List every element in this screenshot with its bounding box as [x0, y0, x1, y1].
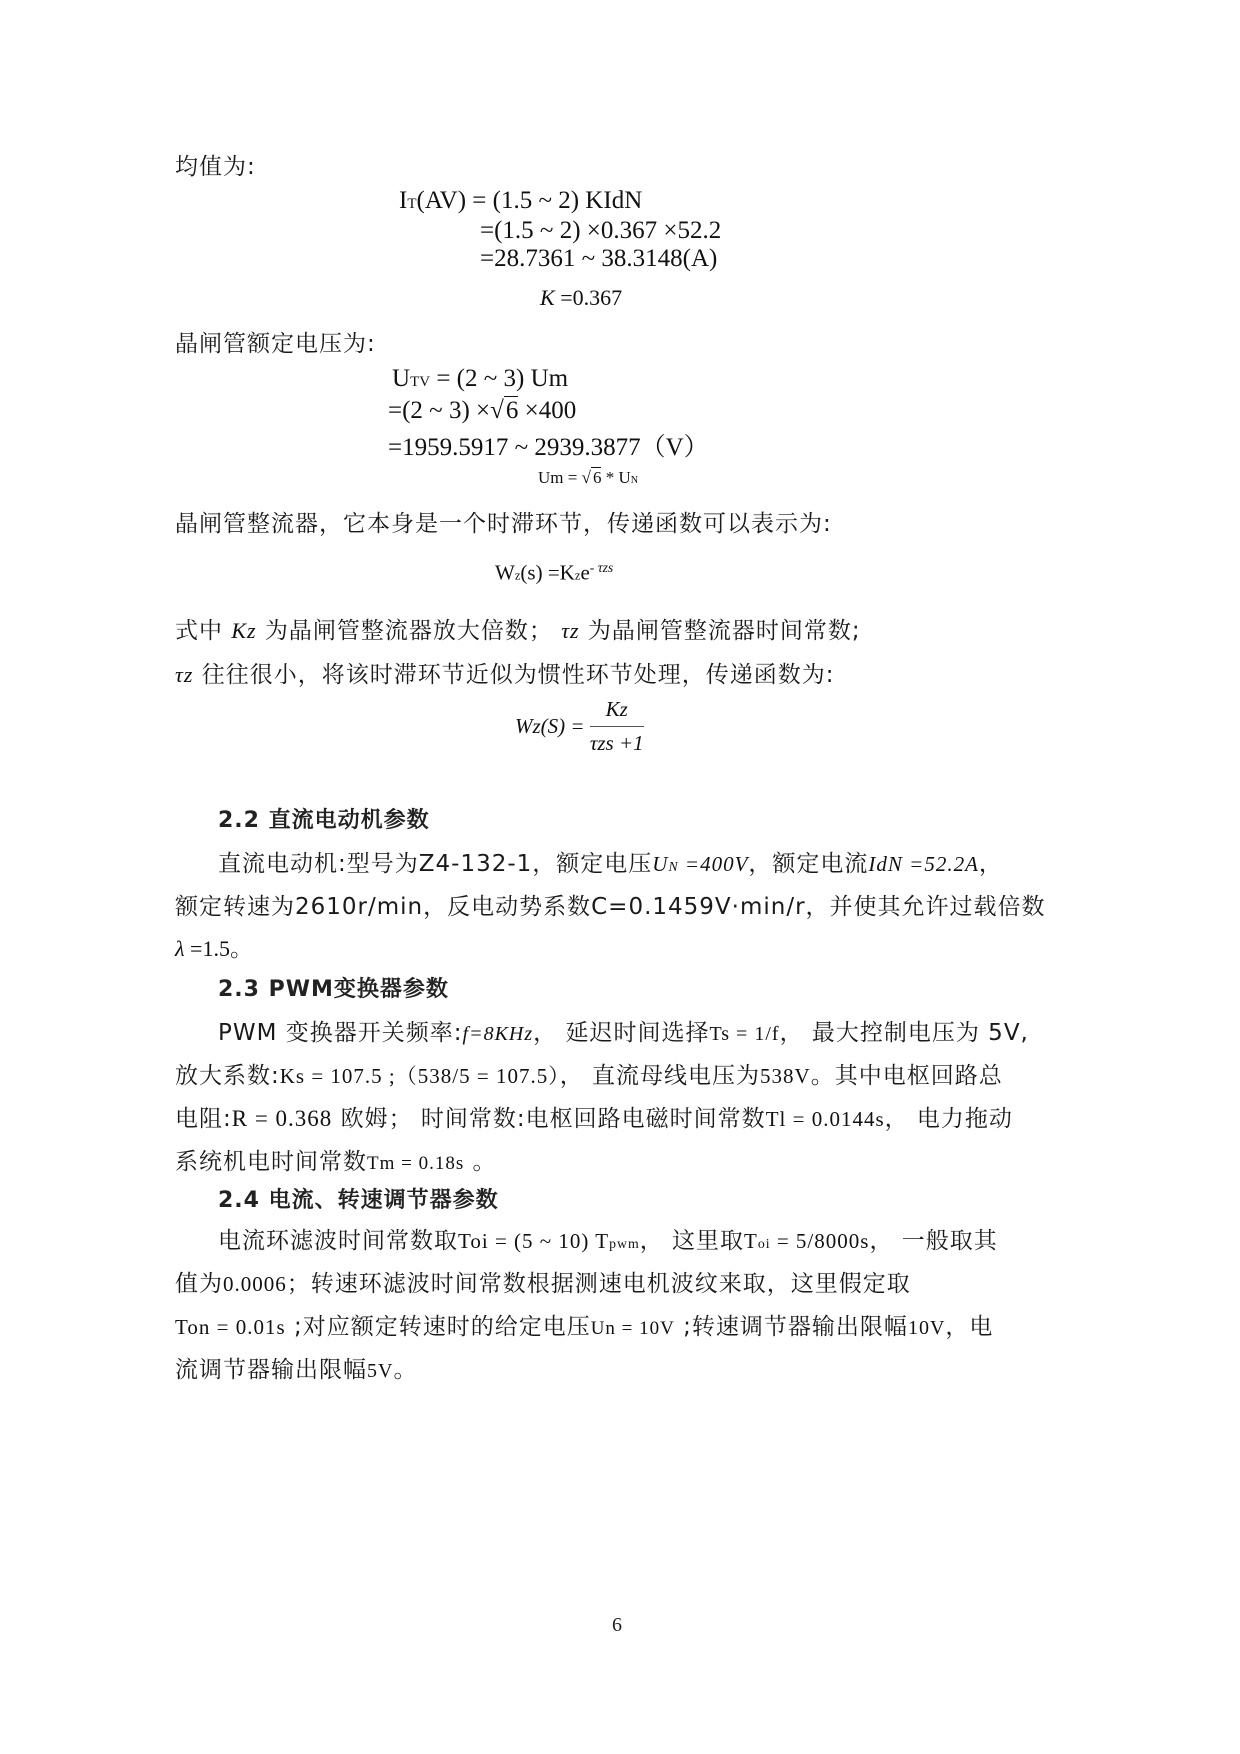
section-2-3-line2: 放大系数:Ks = 107.5 ;（538/5 = 107.5）， 直流母线电压为538V。其中电枢回路总: [175, 1063, 1003, 1089]
section-2-4-line3: Ton = 0.01s ;对应额定转速时的给定电压Un = 10V ;转速调节器输出限幅10V，电: [175, 1314, 994, 1340]
section-2-2-line1: 直流电动机:型号为Z4-132-1，额定电压UN =400V，额定电流IdN =52.2A，: [218, 851, 1003, 877]
section-2-3-line4: 系统机电时间常数Tm = 0.18s 。: [175, 1149, 497, 1175]
section-2-2-line3: λ =1.5。: [175, 936, 254, 962]
description-line2: τz 往往很小，将该时滞环节近似为惯性环节处理，传递函数为:: [175, 662, 835, 688]
section-2-3-line3: 电阻:R = 0.368 欧姆； 时间常数:电枢回路电磁时间常数Tl = 0.0144s， 电力拖动: [175, 1106, 1013, 1132]
section-heading-2-4: 2.4 电流、转速调节器参数: [218, 1188, 499, 1213]
section-2-4-line4: 流调节器输出限幅5V。: [175, 1357, 418, 1383]
equation-wz-inertia: Wz(S) = $\frac{Kz}{\text{τzs +1}}$: [515, 697, 644, 755]
description-line1: 式中 Kz 为晶闸管整流器放大倍数； τz 为晶闸管整流器时间常数;: [175, 618, 861, 644]
section-2-4-line2: 值为0.0006；转速环滤波时间常数根据测速电机波纹来取，这里假定取: [175, 1271, 911, 1297]
equation-utv-line1: UTV = (2 ~ 3) Um: [392, 365, 569, 392]
rectifier-paragraph: 晶闸管整流器，它本身是一个时滞环节，传递函数可以表示为:: [175, 511, 832, 537]
equation-utv-line2: =(2 ~ 3) ×√6 ×400: [388, 397, 577, 424]
equation-it-line1: IT(AV) = (1.5 ~ 2) KIdN: [399, 187, 643, 214]
equation-um: Um = √ 6 * UN: [538, 468, 639, 487]
equation-it-line2: =(1.5 ~ 2) ×0.367 ×52.2: [480, 217, 722, 244]
section-2-4-line1: 电流环滤波时间常数取Toi = (5 ~ 10) Tpwm， 这里取Toi = 5/8000s， 一般取其: [218, 1228, 998, 1254]
section-2-3-line1: PWM 变换器开关频率:f=8KHz， 延迟时间选择Ts = 1/f， 最大控制电压为 5V,: [218, 1020, 1029, 1046]
fraction: $\frac{Kz}{\text{τzs +1}}$: [589, 697, 644, 755]
equation-utv-line3: =1959.5917 ~ 2939.3877（V）: [388, 434, 709, 461]
section-heading-2-2: 2.2 直流电动机参数: [218, 808, 430, 833]
page-number: 6: [612, 1614, 622, 1636]
intro-label: 均值为:: [175, 154, 256, 180]
section-2-2-line2: 额定转速为2610r/min，反电动势系数C=0.1459V·min/r，并使其允许过载倍数: [175, 894, 1046, 920]
equation-k: K =0.367: [540, 285, 623, 310]
equation-wz-delay: Wz(s) =Kze$^{- \tau zs}$: [495, 560, 614, 585]
section-heading-2-3: 2.3 PWM变换器参数: [218, 977, 449, 1002]
utv-label: 晶闸管额定电压为:: [175, 331, 376, 357]
equation-it-line3: =28.7361 ~ 38.3148(A): [480, 245, 718, 272]
